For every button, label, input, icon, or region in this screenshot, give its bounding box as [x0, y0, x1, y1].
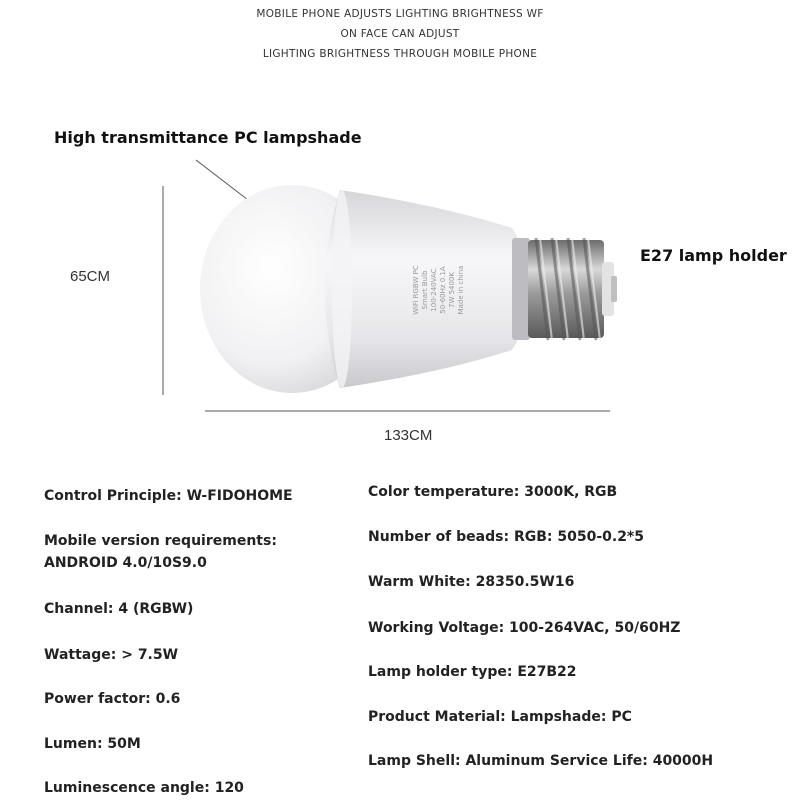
spec-wattage: Wattage: > 7.5W [44, 647, 179, 663]
lampshade-callout: High transmittance PC lampshade [54, 128, 362, 147]
spec-product-material: Product Material: Lampshade: PC [368, 709, 632, 725]
spec-working-voltage: Working Voltage: 100-264VAC, 50/60HZ [368, 620, 681, 636]
spec-android-version: ANDROID 4.0/10S9.0 [44, 555, 207, 571]
width-dimension-label: 133CM [384, 427, 433, 444]
header-line-3: LIGHTING BRIGHTNESS THROUGH MOBILE PHONE [262, 48, 538, 60]
spec-warm-white: Warm White: 28350.5W16 [368, 574, 575, 590]
spec-lumen: Lumen: 50M [44, 736, 141, 752]
spec-control-principle: Control Principle: W-FIDOHOME [44, 488, 293, 504]
header-line-1: MOBILE PHONE ADJUSTS LIGHTING BRIGHTNESS WF [256, 8, 544, 20]
e27-screw-base [528, 238, 617, 340]
bulb-print-line-5: 7W 5400K [448, 271, 456, 309]
lamp-holder-callout: E27 lamp holder [640, 246, 787, 265]
spec-lamp-shell: Lamp Shell: Aluminum Service Life: 40000H [368, 753, 714, 769]
bulb-print-line-2: Smart Bulb [421, 270, 429, 310]
collar [512, 238, 530, 340]
spec-color-temperature: Color temperature: 3000K, RGB [368, 484, 618, 500]
spec-lamp-holder-type: Lamp holder type: E27B22 [368, 664, 577, 680]
bulb-print-line-4: 50-60Hz 0.1A [439, 266, 447, 314]
spec-luminescence-angle: Luminescence angle: 120 [44, 780, 244, 796]
bulb-printed-text [412, 265, 465, 315]
bulb-print-line-1: WiFi RGBW PC [412, 265, 420, 315]
spec-mobile-requirements: Mobile version requirements: [44, 533, 277, 549]
bulb-print-line-6: Made in china [457, 265, 465, 315]
spec-power-factor: Power factor: 0.6 [44, 691, 181, 707]
lampshade-leader-line [196, 160, 252, 203]
spec-number-of-beads: Number of beads: RGB: 5050-0.2*5 [368, 529, 644, 545]
bulb-print-line-3: 100-240VAC [430, 268, 438, 312]
height-dimension-label: 65CM [70, 268, 111, 285]
spec-channel: Channel: 4 (RGBW) [44, 601, 194, 617]
header-line-2: ON FACE CAN ADJUST [340, 28, 460, 40]
